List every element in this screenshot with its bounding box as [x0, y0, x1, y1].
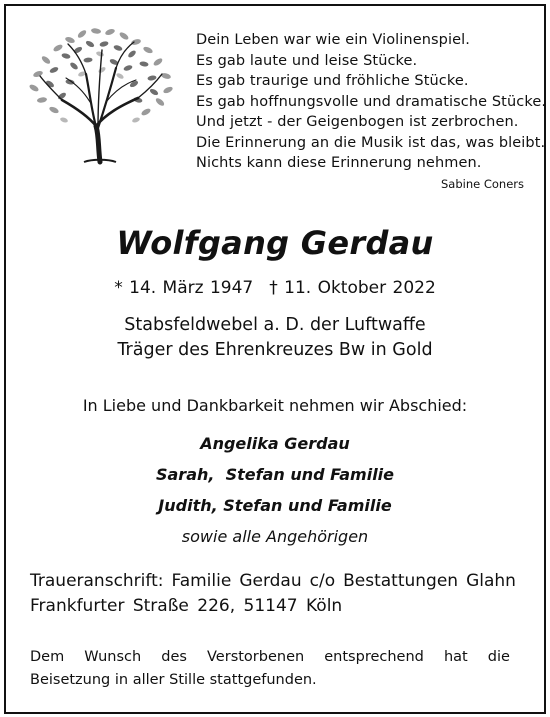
mourner-name: Judith, Stefan und Familie: [158, 496, 392, 515]
poem-line: Dein Leben war wie ein Violinenspiel.: [196, 32, 470, 48]
address-word: Bestattungen: [343, 571, 459, 591]
honor-line: Träger des Ehrenkreuzes Bw in Gold: [117, 340, 433, 360]
deceased-name: Wolfgang Gerdau: [116, 224, 434, 262]
poem-line: Es gab traurige und fröhliche Stücke.: [196, 73, 469, 89]
note-word: hat: [443, 649, 468, 665]
note-word: Dem: [30, 649, 65, 665]
birth-date: * 14. März 1947: [114, 278, 254, 298]
note-line: Beisetzung in aller Stille stattgefunden.: [30, 672, 317, 688]
farewell-text: In Liebe und Dankbarkeit nehmen wir Abschied:: [82, 396, 468, 415]
address-word: Gerdau: [239, 571, 302, 591]
address-word: Traueranschrift:: [30, 571, 164, 591]
poem-author: Sabine Coners: [440, 177, 524, 191]
life-dates: [0, 278, 550, 298]
rank-info: [0, 313, 550, 363]
poem-line: Es gab hoffnungsvolle und dramatische Stücke.: [196, 93, 547, 110]
death-date: † 11. Oktober 2022: [269, 278, 436, 298]
mourners-list: [0, 428, 550, 552]
poem: [196, 30, 547, 174]
address-word: c/o: [309, 571, 336, 591]
note-word: Verstorbenen: [207, 649, 305, 665]
mourners-others: sowie alle Angehörigen: [181, 527, 369, 546]
address-word: Glahn: [466, 571, 516, 591]
address-word: Familie: [171, 571, 232, 591]
address-line: [30, 569, 516, 594]
tree-icon: [18, 22, 180, 166]
mourner-name: Sarah, Stefan und Familie: [155, 465, 395, 484]
note-word: des: [161, 649, 187, 665]
note-line: [30, 646, 510, 669]
note-word: die: [487, 649, 510, 665]
rank-line: Stabsfeldwebel a. D. der Luftwaffe: [124, 315, 426, 335]
burial-note: [30, 646, 510, 692]
mourner-name: Angelika Gerdau: [200, 434, 350, 453]
poem-line: Nichts kann diese Erinnerung nehmen.: [196, 155, 482, 171]
poem-line: Die Erinnerung an die Musik ist das, was bleibt.: [196, 134, 546, 151]
poem-line: Und jetzt - der Geigenbogen ist zerbrochen.: [196, 114, 519, 130]
note-word: Wunsch: [84, 649, 142, 665]
note-word: entsprechend: [324, 649, 424, 665]
address-street: Frankfurter Straße 226, 51147 Köln: [30, 596, 343, 616]
poem-line: Es gab laute und leise Stücke.: [196, 52, 418, 69]
mourning-address: [30, 569, 516, 619]
